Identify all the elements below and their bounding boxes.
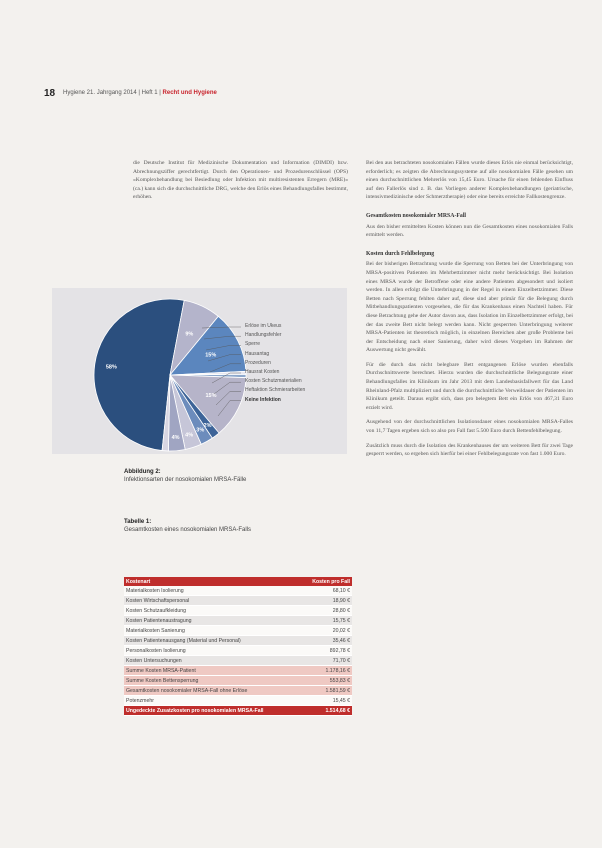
table-cell-value: 15,75 €	[300, 616, 352, 626]
table-caption-text: Gesamtkosten eines nosokomialen MRSA-Falls	[124, 526, 252, 533]
table-row	[124, 586, 352, 596]
page-number: 18	[44, 88, 56, 99]
table-cell-value: 71,70 €	[300, 656, 352, 666]
intro-paragraph: Bei den aus betrachteten nosokomialen Fällen wurde dieses Erlös nie einmal berücksichtigt, erforderlich; es zeigten die Abrechnungssysteme auf alle nosokomialen Fälle gesehen um einen durchschnittlichen Mehrerlös von 15,45 Euro. Ursache für einen fehlenden Einfluss auf den Fallerlös sind z. B. das Vorliegen anderer Komplexbehandlungen (geriatrische, intensivmedizinische oder Schmerztherapie) oder eine bereits erreichte Fallkostengrenze.	[366, 160, 573, 201]
closing-paragraph: Zusätzlich muss durch die Isolation des Krankenhauses der um weiteren Bett für zwei Tage gesperrt werden, so ergeben sich hierfür bei einer Fehlbelegungsrate von fast 1.000 Euro.	[366, 442, 573, 458]
table-row	[124, 596, 352, 606]
pie-slice-label: 9%	[185, 331, 194, 338]
table-cell-label: Kosten Untersuchungen	[124, 656, 300, 666]
table-total-label: Ungedeckte Zusatzkosten pro nosokomialen MRSA-Fall	[124, 706, 300, 716]
journal-name: Hygiene 21. Jahrgang 2014 | Heft 1 |	[63, 90, 161, 96]
table-cell-label: Kosten Wirtschaftspersonal	[124, 596, 300, 606]
pie-slice-label: 2%	[203, 422, 212, 429]
legend-entry: Hausrat Kosten	[245, 368, 280, 375]
section-name: Recht und Hygiene	[162, 90, 217, 96]
table-cell-value: 28,80 €	[300, 606, 352, 616]
table-cell-value: 20,02 €	[300, 626, 352, 636]
table-cell-label: Materialkosten Sanierung	[124, 626, 300, 636]
table-row	[124, 636, 352, 646]
pie-slice-label: 15%	[205, 392, 217, 399]
table-row	[124, 626, 352, 636]
table-caption-label: Tabelle 1:	[124, 519, 152, 525]
table-cell-label: Kosten Patientenausgang (Material und Personal)	[124, 636, 300, 646]
table-row	[124, 676, 352, 686]
table-header-row	[124, 577, 352, 586]
table-cell-label: Summe Kosten Bettensperrung	[124, 676, 300, 686]
journal-line	[63, 90, 217, 96]
cost-table	[124, 577, 352, 716]
table-cell-value: 1.581,59 €	[300, 686, 352, 696]
chart-legend	[241, 323, 305, 406]
legend-entry: Sperre	[245, 341, 261, 348]
table-row	[124, 646, 352, 656]
table-row	[124, 616, 352, 626]
table-total-row	[124, 706, 352, 716]
legend-entry: Keine Infektion	[245, 396, 281, 403]
table-cell-value: 15,45 €	[300, 696, 352, 706]
table-cell-label: Potenzmehr	[124, 696, 300, 706]
legend-entry: Handlungsfehler	[245, 332, 282, 339]
table-total-value: 1.514,68 €	[300, 706, 352, 716]
legend-entry: Heftaktion Schmierarbeiten	[245, 387, 306, 394]
table-cell-label: Gesamtkosten nosokomialer MRSA-Fall ohne Erlöse	[124, 686, 300, 696]
table-row	[124, 666, 352, 676]
table-caption	[124, 519, 251, 534]
heading-total-costs: Gesamtkosten nosokomialer MRSA-Fall	[366, 212, 467, 219]
pie-slice-label: 4%	[171, 435, 180, 442]
table-row	[124, 696, 352, 706]
legend-entry: Prozeduren	[245, 359, 271, 366]
legend-entry: Kosten Schutzmaterialien	[245, 378, 302, 385]
table-header-cost-type: Kostenart	[124, 577, 300, 586]
table-cell-value: 68,10 €	[300, 586, 352, 596]
right-column	[366, 159, 573, 465]
table-cell-label: Personalkosten Isolierung	[124, 646, 300, 656]
table-row	[124, 686, 352, 696]
table-cell-label: Materialkosten Isolierung	[124, 586, 300, 596]
figure-caption-label: Abbildung 2:	[124, 469, 161, 475]
pie-slice-label: 4%	[185, 432, 194, 439]
table-cell-value: 553,83 €	[300, 676, 352, 686]
heading-misallocation: Kosten durch Fehlbelegung	[366, 250, 435, 257]
table-cell-value: 892,78 €	[300, 646, 352, 656]
loss-paragraph: Ausgehend von der durchschnittlichen Isolationsdauer eines nosokomialen MRSA-Falles von 11,7 Tagen ergeben sich so also pro Fall fast 5.500 Euro durch Bettenfehlbelegung.	[366, 419, 573, 435]
pie-slice-label: 58%	[105, 364, 117, 371]
total-costs-paragraph: Aus den bisher ermittelten Kosten können nun die Gesamtkosten eines nosokomialen Falls ermittelt werden.	[366, 223, 573, 239]
table-cell-value: 1.178,16 €	[300, 666, 352, 676]
table-cell-value: 18,90 €	[300, 596, 352, 606]
legend-entry: Hausantag	[245, 350, 270, 357]
table-cell-label: Kosten Patientenaustragung	[124, 616, 300, 626]
table-cell-value: 35,46 €	[300, 636, 352, 646]
pie-slice-label: 3%	[196, 427, 205, 434]
table-cell-label: Summe Kosten MRSA-Patient	[124, 666, 300, 676]
figure-caption	[124, 469, 246, 484]
table-row	[124, 656, 352, 666]
legend-entry: Erlöse im Ukeus	[245, 323, 282, 329]
table-header-cost-per-case: Kosten pro Fall	[300, 577, 352, 586]
figure-caption-text: Infektionsarten der nosokomialen MRSA-Fälle	[124, 476, 247, 483]
bed-revenue-paragraph: Für die durch das nicht belegbare Bett entgangenen Erlöse wurden ebenfalls Durchschnittswerte berechnet. Hierzu wurden die durchschnittliche Belegungsrate einer Behandlungsfalles im Klinikum im Jahr 2013 mit dem Landesbasisfallwert für das Land Rheinland-Pfalz multipliziert und durch die durchschnittliche Verweildauer der Patienten im Klinikum geteilt. Daraus ergibt sich, dass pro belegtem Bett ein Erlös von 467,31 Euro erzielt wird.	[366, 361, 573, 411]
left-column-text: die Deutsche Institut für Medizinische Dokumentation und Information (DIMDI) bzw. Abrechnungsziffer gerechtfertigt. Durch den Operationen- und Prozedurenschlüssel (OPS) «Komplexbehandlung bei Besiedlung oder Infektion mit multiresistenten Erregern (MRE)» (ca.) kann sich die durchschnittliche DRG, welche den Erlös eines Behandlungsfalles bestimmt, erhöhen.	[133, 160, 348, 201]
table-body	[124, 586, 352, 716]
table-cell-label: Kosten Schutzaufkleidung	[124, 606, 300, 616]
misallocation-paragraph: Bei der bisherigen Betrachtung wurde die Sperrung von Betten bei der Unterbringung von MRSA-positiven Patienten im Mehrbettzimmer nicht mehr berücksichtigt. Bei Isolation eines MRSA wurde der Betroffene oder eine andere Patienten abgesondert und isoliert werden. In allen erfolgt die Unterbringung in der Regel in einem Einzelbettzimmer. Diese Betten nach Sperrung fehlten daher auf, diese sind aber primär für die Belegung durch Mitbehandlungspatienten vorgesehen, die für das Krankenhaus einen Nachteil haben. Für diese Betrachtung gehe der Autor davon aus, dass Isolation im Einzelbettzimmer erfolgt, bei der das zweite Bett nicht belegt werden kann. Nicht gesperrten Unterbringung weiterer MRSA-Patienten ist theoretisch möglich, in einzelnen Bereichen aber große Probleme bei der Entscheidung nach einer Sanierung, daher wird dieses Vorgehen im Rahmen der Auswertung nicht gewählt.	[366, 261, 573, 354]
table-row	[124, 606, 352, 616]
pie-slice-label: 15%	[205, 352, 217, 359]
